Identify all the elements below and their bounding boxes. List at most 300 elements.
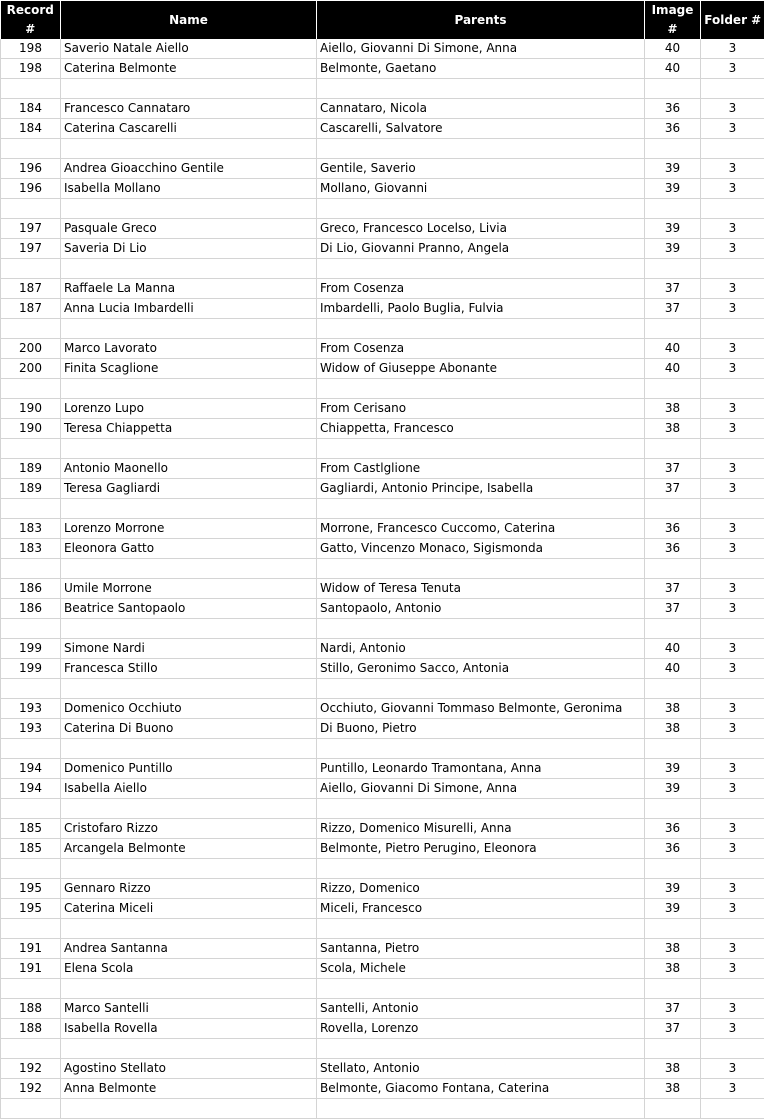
empty-cell[interactable] xyxy=(317,739,645,759)
record-cell[interactable]: 193 xyxy=(1,719,61,739)
folder-cell[interactable]: 3 xyxy=(701,539,764,559)
empty-cell[interactable] xyxy=(317,1099,645,1119)
name-cell[interactable]: Eleonora Gatto xyxy=(61,539,317,559)
folder-cell[interactable]: 3 xyxy=(701,699,764,719)
parents-cell[interactable]: Scola, Michele xyxy=(317,959,645,979)
folder-cell[interactable]: 3 xyxy=(701,239,764,259)
empty-cell[interactable] xyxy=(645,559,701,579)
parents-cell[interactable]: Gatto, Vincenzo Monaco, Sigismonda xyxy=(317,539,645,559)
name-cell[interactable]: Agostino Stellato xyxy=(61,1059,317,1079)
blank-row xyxy=(1,259,764,279)
name-cell[interactable]: Andrea Gioacchino Gentile xyxy=(61,159,317,179)
name-cell[interactable]: Beatrice Santopaolo xyxy=(61,599,317,619)
record-cell[interactable]: 186 xyxy=(1,599,61,619)
parents-cell[interactable]: Aiello, Giovanni Di Simone, Anna xyxy=(317,779,645,799)
image-cell[interactable]: 36 xyxy=(645,539,701,559)
parents-cell[interactable]: Gentile, Saverio xyxy=(317,159,645,179)
record-cell[interactable]: 184 xyxy=(1,119,61,139)
name-cell[interactable]: Caterina Miceli xyxy=(61,899,317,919)
record-cell[interactable]: 189 xyxy=(1,459,61,479)
record-cell[interactable]: 194 xyxy=(1,759,61,779)
empty-cell[interactable] xyxy=(701,439,764,459)
folder-cell[interactable]: 3 xyxy=(701,779,764,799)
name-cell[interactable]: Elena Scola xyxy=(61,959,317,979)
empty-cell[interactable] xyxy=(701,319,764,339)
empty-cell[interactable] xyxy=(645,979,701,999)
table-body xyxy=(1,39,764,1119)
image-cell[interactable]: 36 xyxy=(645,819,701,839)
name-cell[interactable]: Isabella Aiello xyxy=(61,779,317,799)
table-row xyxy=(1,39,764,59)
name-cell[interactable]: Simone Nardi xyxy=(61,639,317,659)
image-cell[interactable]: 36 xyxy=(645,119,701,139)
empty-cell[interactable] xyxy=(645,79,701,99)
parents-cell[interactable]: Santanna, Pietro xyxy=(317,939,645,959)
folder-cell[interactable]: 3 xyxy=(701,579,764,599)
folder-cell[interactable]: 3 xyxy=(701,599,764,619)
name-cell[interactable]: Isabella Rovella xyxy=(61,1019,317,1039)
empty-cell[interactable] xyxy=(61,259,317,279)
header-image[interactable]: Image # xyxy=(645,1,701,39)
folder-cell[interactable]: 3 xyxy=(701,159,764,179)
record-cell[interactable]: 195 xyxy=(1,899,61,919)
empty-cell[interactable] xyxy=(645,439,701,459)
parents-cell[interactable]: Di Buono, Pietro xyxy=(317,719,645,739)
name-cell[interactable]: Francesco Cannataro xyxy=(61,99,317,119)
name-cell[interactable]: Umile Morrone xyxy=(61,579,317,599)
folder-cell[interactable]: 3 xyxy=(701,1059,764,1079)
empty-cell[interactable] xyxy=(1,139,61,159)
name-cell[interactable]: Arcangela Belmonte xyxy=(61,839,317,859)
image-cell[interactable]: 40 xyxy=(645,59,701,79)
empty-cell[interactable] xyxy=(1,859,61,879)
header-record[interactable]: Record # xyxy=(1,1,61,39)
parents-cell[interactable]: Nardi, Antonio xyxy=(317,639,645,659)
name-cell[interactable]: Domenico Occhiuto xyxy=(61,699,317,719)
empty-cell[interactable] xyxy=(645,319,701,339)
image-cell[interactable]: 37 xyxy=(645,599,701,619)
name-cell[interactable]: Caterina Cascarelli xyxy=(61,119,317,139)
record-cell[interactable]: 200 xyxy=(1,339,61,359)
empty-cell[interactable] xyxy=(701,379,764,399)
record-cell[interactable]: 186 xyxy=(1,579,61,599)
table-row xyxy=(1,119,764,139)
name-cell[interactable]: Raffaele La Manna xyxy=(61,279,317,299)
empty-cell[interactable] xyxy=(317,79,645,99)
parents-cell[interactable]: Widow of Giuseppe Abonante xyxy=(317,359,645,379)
folder-cell[interactable]: 3 xyxy=(701,479,764,499)
folder-cell[interactable]: 3 xyxy=(701,299,764,319)
parents-cell[interactable]: Cannataro, Nicola xyxy=(317,99,645,119)
empty-cell[interactable] xyxy=(645,139,701,159)
parents-cell[interactable]: Santelli, Antonio xyxy=(317,999,645,1019)
empty-cell[interactable] xyxy=(1,319,61,339)
parents-cell[interactable]: Rizzo, Domenico xyxy=(317,879,645,899)
empty-cell[interactable] xyxy=(701,559,764,579)
empty-cell[interactable] xyxy=(317,439,645,459)
image-cell[interactable]: 38 xyxy=(645,939,701,959)
empty-cell[interactable] xyxy=(645,499,701,519)
empty-cell[interactable] xyxy=(1,379,61,399)
table-row xyxy=(1,899,764,919)
record-cell[interactable]: 190 xyxy=(1,399,61,419)
empty-cell[interactable] xyxy=(645,379,701,399)
parents-cell[interactable]: Belmonte, Pietro Perugino, Eleonora xyxy=(317,839,645,859)
folder-cell[interactable]: 3 xyxy=(701,899,764,919)
records-table xyxy=(0,1,764,1119)
empty-cell[interactable] xyxy=(645,859,701,879)
parents-cell[interactable]: Morrone, Francesco Cuccomo, Caterina xyxy=(317,519,645,539)
image-cell[interactable]: 39 xyxy=(645,219,701,239)
empty-cell[interactable] xyxy=(645,679,701,699)
empty-cell[interactable] xyxy=(701,979,764,999)
image-cell[interactable]: 40 xyxy=(645,339,701,359)
name-cell[interactable]: Saverio Natale Aiello xyxy=(61,39,317,59)
image-cell[interactable]: 36 xyxy=(645,839,701,859)
folder-cell[interactable]: 3 xyxy=(701,419,764,439)
parents-cell[interactable]: Stillo, Geronimo Sacco, Antonia xyxy=(317,659,645,679)
parents-cell[interactable]: Santopaolo, Antonio xyxy=(317,599,645,619)
parents-cell[interactable]: Cascarelli, Salvatore xyxy=(317,119,645,139)
folder-cell[interactable]: 3 xyxy=(701,179,764,199)
empty-cell[interactable] xyxy=(61,319,317,339)
empty-cell[interactable] xyxy=(645,919,701,939)
name-cell[interactable]: Marco Santelli xyxy=(61,999,317,1019)
empty-cell[interactable] xyxy=(1,739,61,759)
image-cell[interactable]: 40 xyxy=(645,659,701,679)
name-cell[interactable]: Pasquale Greco xyxy=(61,219,317,239)
empty-cell[interactable] xyxy=(701,619,764,639)
empty-cell[interactable] xyxy=(61,379,317,399)
image-cell[interactable]: 37 xyxy=(645,579,701,599)
image-cell[interactable]: 37 xyxy=(645,459,701,479)
image-cell[interactable]: 37 xyxy=(645,999,701,1019)
image-cell[interactable]: 37 xyxy=(645,299,701,319)
empty-cell[interactable] xyxy=(317,559,645,579)
empty-cell[interactable] xyxy=(1,199,61,219)
record-cell[interactable]: 200 xyxy=(1,359,61,379)
record-cell[interactable]: 197 xyxy=(1,239,61,259)
empty-cell[interactable] xyxy=(1,259,61,279)
name-cell[interactable]: Isabella Mollano xyxy=(61,179,317,199)
empty-cell[interactable] xyxy=(645,1099,701,1119)
folder-cell[interactable]: 3 xyxy=(701,1079,764,1099)
image-cell[interactable]: 39 xyxy=(645,759,701,779)
empty-cell[interactable] xyxy=(317,199,645,219)
image-cell[interactable]: 39 xyxy=(645,879,701,899)
parents-cell[interactable]: From Cerisano xyxy=(317,399,645,419)
image-cell[interactable]: 39 xyxy=(645,239,701,259)
folder-cell[interactable]: 3 xyxy=(701,839,764,859)
empty-cell[interactable] xyxy=(645,199,701,219)
parents-cell[interactable]: Mollano, Giovanni xyxy=(317,179,645,199)
parents-cell[interactable]: From Cosenza xyxy=(317,339,645,359)
folder-cell[interactable]: 3 xyxy=(701,219,764,239)
record-cell[interactable]: 189 xyxy=(1,479,61,499)
name-cell[interactable]: Cristofaro Rizzo xyxy=(61,819,317,839)
empty-cell[interactable] xyxy=(701,259,764,279)
empty-cell[interactable] xyxy=(701,739,764,759)
image-cell[interactable]: 37 xyxy=(645,1019,701,1039)
image-cell[interactable]: 38 xyxy=(645,719,701,739)
image-cell[interactable]: 38 xyxy=(645,699,701,719)
empty-cell[interactable] xyxy=(1,619,61,639)
record-cell[interactable]: 187 xyxy=(1,279,61,299)
record-cell[interactable]: 195 xyxy=(1,879,61,899)
name-cell[interactable]: Andrea Santanna xyxy=(61,939,317,959)
table-row xyxy=(1,399,764,419)
empty-cell[interactable] xyxy=(1,679,61,699)
empty-cell[interactable] xyxy=(701,679,764,699)
record-cell[interactable]: 199 xyxy=(1,659,61,679)
parents-cell[interactable]: Gagliardi, Antonio Principe, Isabella xyxy=(317,479,645,499)
folder-cell[interactable]: 3 xyxy=(701,339,764,359)
name-cell[interactable]: Teresa Chiappetta xyxy=(61,419,317,439)
name-cell[interactable]: Anna Lucia Imbardelli xyxy=(61,299,317,319)
record-cell[interactable]: 190 xyxy=(1,419,61,439)
image-cell[interactable]: 39 xyxy=(645,779,701,799)
empty-cell[interactable] xyxy=(61,1099,317,1119)
folder-cell[interactable]: 3 xyxy=(701,959,764,979)
folder-cell[interactable]: 3 xyxy=(701,519,764,539)
folder-cell[interactable]: 3 xyxy=(701,119,764,139)
table-row xyxy=(1,659,764,679)
parents-cell[interactable]: From Cosenza xyxy=(317,279,645,299)
empty-cell[interactable] xyxy=(317,619,645,639)
image-cell[interactable]: 40 xyxy=(645,39,701,59)
parents-cell[interactable]: Rovella, Lorenzo xyxy=(317,1019,645,1039)
name-cell[interactable]: Marco Lavorato xyxy=(61,339,317,359)
folder-cell[interactable]: 3 xyxy=(701,639,764,659)
parents-cell[interactable]: Aiello, Giovanni Di Simone, Anna xyxy=(317,39,645,59)
parents-cell[interactable]: Occhiuto, Giovanni Tommaso Belmonte, Geronima xyxy=(317,699,645,719)
table-row xyxy=(1,759,764,779)
name-cell[interactable]: Antonio Maonello xyxy=(61,459,317,479)
table-row xyxy=(1,279,764,299)
name-cell[interactable]: Lorenzo Morrone xyxy=(61,519,317,539)
table-row xyxy=(1,699,764,719)
empty-cell[interactable] xyxy=(61,139,317,159)
table-row xyxy=(1,839,764,859)
empty-cell[interactable] xyxy=(645,1039,701,1059)
table-row xyxy=(1,599,764,619)
empty-cell[interactable] xyxy=(317,859,645,879)
empty-cell[interactable] xyxy=(61,559,317,579)
empty-cell[interactable] xyxy=(61,199,317,219)
image-cell[interactable]: 38 xyxy=(645,959,701,979)
folder-cell[interactable]: 3 xyxy=(701,999,764,1019)
record-cell[interactable]: 188 xyxy=(1,999,61,1019)
empty-cell[interactable] xyxy=(317,1039,645,1059)
empty-cell[interactable] xyxy=(61,79,317,99)
record-cell[interactable]: 183 xyxy=(1,519,61,539)
empty-cell[interactable] xyxy=(701,499,764,519)
name-cell[interactable]: Teresa Gagliardi xyxy=(61,479,317,499)
empty-cell[interactable] xyxy=(701,199,764,219)
record-cell[interactable]: 188 xyxy=(1,1019,61,1039)
folder-cell[interactable]: 3 xyxy=(701,819,764,839)
empty-cell[interactable] xyxy=(701,139,764,159)
folder-cell[interactable]: 3 xyxy=(701,39,764,59)
table-row xyxy=(1,179,764,199)
record-cell[interactable]: 194 xyxy=(1,779,61,799)
parents-cell[interactable]: Puntillo, Leonardo Tramontana, Anna xyxy=(317,759,645,779)
empty-cell[interactable] xyxy=(645,799,701,819)
record-cell[interactable]: 199 xyxy=(1,639,61,659)
header-parents[interactable]: Parents xyxy=(317,1,645,39)
parents-cell[interactable]: Chiappetta, Francesco xyxy=(317,419,645,439)
image-cell[interactable]: 38 xyxy=(645,1059,701,1079)
table-row xyxy=(1,959,764,979)
name-cell[interactable]: Lorenzo Lupo xyxy=(61,399,317,419)
blank-row xyxy=(1,979,764,999)
empty-cell[interactable] xyxy=(701,919,764,939)
parents-cell[interactable]: Greco, Francesco Locelso, Livia xyxy=(317,219,645,239)
name-cell[interactable]: Gennaro Rizzo xyxy=(61,879,317,899)
blank-row xyxy=(1,859,764,879)
folder-cell[interactable]: 3 xyxy=(701,399,764,419)
empty-cell[interactable] xyxy=(645,619,701,639)
empty-cell[interactable] xyxy=(701,1099,764,1119)
image-cell[interactable]: 39 xyxy=(645,179,701,199)
parents-cell[interactable]: Belmonte, Gaetano xyxy=(317,59,645,79)
table-row xyxy=(1,59,764,79)
record-cell[interactable]: 193 xyxy=(1,699,61,719)
record-cell[interactable]: 198 xyxy=(1,59,61,79)
table-row xyxy=(1,159,764,179)
image-cell[interactable]: 37 xyxy=(645,479,701,499)
record-cell[interactable]: 192 xyxy=(1,1079,61,1099)
image-cell[interactable]: 40 xyxy=(645,359,701,379)
empty-cell[interactable] xyxy=(645,739,701,759)
folder-cell[interactable]: 3 xyxy=(701,939,764,959)
record-cell[interactable]: 185 xyxy=(1,839,61,859)
blank-row xyxy=(1,559,764,579)
image-cell[interactable]: 38 xyxy=(645,1079,701,1099)
folder-cell[interactable]: 3 xyxy=(701,879,764,899)
record-cell[interactable]: 191 xyxy=(1,939,61,959)
empty-cell[interactable] xyxy=(61,739,317,759)
parents-cell[interactable]: Rizzo, Domenico Misurelli, Anna xyxy=(317,819,645,839)
image-cell[interactable]: 39 xyxy=(645,899,701,919)
folder-cell[interactable]: 3 xyxy=(701,759,764,779)
folder-cell[interactable]: 3 xyxy=(701,99,764,119)
empty-cell[interactable] xyxy=(701,79,764,99)
parents-cell[interactable]: From Castlglione xyxy=(317,459,645,479)
blank-row xyxy=(1,679,764,699)
record-cell[interactable]: 198 xyxy=(1,39,61,59)
empty-cell[interactable] xyxy=(1,1039,61,1059)
empty-cell[interactable] xyxy=(61,1039,317,1059)
empty-cell[interactable] xyxy=(1,979,61,999)
empty-cell[interactable] xyxy=(1,439,61,459)
record-cell[interactable]: 187 xyxy=(1,299,61,319)
parents-cell[interactable]: Widow of Teresa Tenuta xyxy=(317,579,645,599)
record-cell[interactable]: 185 xyxy=(1,819,61,839)
blank-row xyxy=(1,1039,764,1059)
record-cell[interactable]: 197 xyxy=(1,219,61,239)
record-cell[interactable]: 196 xyxy=(1,179,61,199)
empty-cell[interactable] xyxy=(61,859,317,879)
empty-cell[interactable] xyxy=(61,979,317,999)
image-cell[interactable]: 38 xyxy=(645,399,701,419)
name-cell[interactable]: Anna Belmonte xyxy=(61,1079,317,1099)
empty-cell[interactable] xyxy=(317,919,645,939)
table-row xyxy=(1,339,764,359)
empty-cell[interactable] xyxy=(61,619,317,639)
empty-cell[interactable] xyxy=(61,679,317,699)
record-cell[interactable]: 191 xyxy=(1,959,61,979)
empty-cell[interactable] xyxy=(61,499,317,519)
empty-cell[interactable] xyxy=(1,919,61,939)
empty-cell[interactable] xyxy=(317,319,645,339)
parents-cell[interactable]: Belmonte, Giacomo Fontana, Caterina xyxy=(317,1079,645,1099)
empty-cell[interactable] xyxy=(1,559,61,579)
name-cell[interactable]: Finita Scaglione xyxy=(61,359,317,379)
parents-cell[interactable]: Imbardelli, Paolo Buglia, Fulvia xyxy=(317,299,645,319)
folder-cell[interactable]: 3 xyxy=(701,659,764,679)
empty-cell[interactable] xyxy=(317,379,645,399)
empty-cell[interactable] xyxy=(317,139,645,159)
record-cell[interactable]: 192 xyxy=(1,1059,61,1079)
name-cell[interactable]: Caterina Belmonte xyxy=(61,59,317,79)
empty-cell[interactable] xyxy=(317,259,645,279)
image-cell[interactable]: 40 xyxy=(645,639,701,659)
record-cell[interactable]: 183 xyxy=(1,539,61,559)
name-cell[interactable]: Francesca Stillo xyxy=(61,659,317,679)
header-folder[interactable]: Folder # xyxy=(701,1,764,39)
folder-cell[interactable]: 3 xyxy=(701,459,764,479)
empty-cell[interactable] xyxy=(1,79,61,99)
empty-cell[interactable] xyxy=(701,799,764,819)
record-cell[interactable]: 184 xyxy=(1,99,61,119)
empty-cell[interactable] xyxy=(317,799,645,819)
parents-cell[interactable]: Stellato, Antonio xyxy=(317,1059,645,1079)
blank-row xyxy=(1,439,764,459)
name-cell[interactable]: Caterina Di Buono xyxy=(61,719,317,739)
folder-cell[interactable]: 3 xyxy=(701,59,764,79)
name-cell[interactable]: Domenico Puntillo xyxy=(61,759,317,779)
parents-cell[interactable]: Miceli, Francesco xyxy=(317,899,645,919)
empty-cell[interactable] xyxy=(701,1039,764,1059)
table-row xyxy=(1,299,764,319)
empty-cell[interactable] xyxy=(701,859,764,879)
empty-cell[interactable] xyxy=(1,1099,61,1119)
image-cell[interactable]: 37 xyxy=(645,279,701,299)
empty-cell[interactable] xyxy=(645,259,701,279)
empty-cell[interactable] xyxy=(317,499,645,519)
empty-cell[interactable] xyxy=(61,799,317,819)
folder-cell[interactable]: 3 xyxy=(701,719,764,739)
name-cell[interactable]: Saveria Di Lio xyxy=(61,239,317,259)
empty-cell[interactable] xyxy=(1,499,61,519)
folder-cell[interactable]: 3 xyxy=(701,359,764,379)
image-cell[interactable]: 36 xyxy=(645,99,701,119)
image-cell[interactable]: 38 xyxy=(645,419,701,439)
folder-cell[interactable]: 3 xyxy=(701,279,764,299)
header-name[interactable]: Name xyxy=(61,1,317,39)
parents-cell[interactable]: Di Lio, Giovanni Pranno, Angela xyxy=(317,239,645,259)
empty-cell[interactable] xyxy=(1,799,61,819)
image-cell[interactable]: 39 xyxy=(645,159,701,179)
empty-cell[interactable] xyxy=(61,439,317,459)
image-cell[interactable]: 36 xyxy=(645,519,701,539)
empty-cell[interactable] xyxy=(317,979,645,999)
folder-cell[interactable]: 3 xyxy=(701,1019,764,1039)
empty-cell[interactable] xyxy=(61,919,317,939)
empty-cell[interactable] xyxy=(317,679,645,699)
record-cell[interactable]: 196 xyxy=(1,159,61,179)
